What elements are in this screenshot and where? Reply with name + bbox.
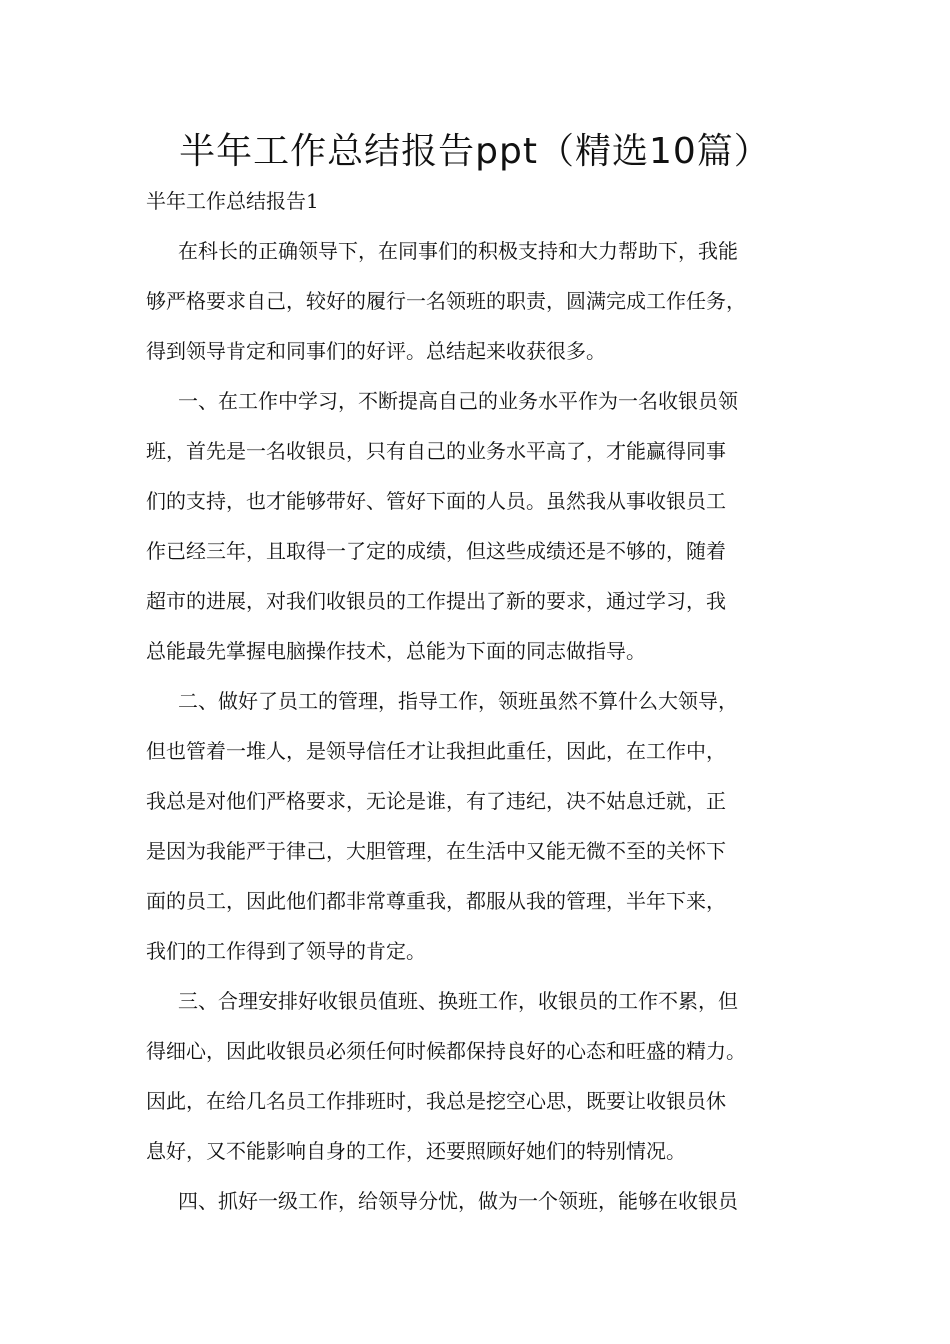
paragraph-line: 二、做好了员工的管理，指导工作，领班虽然不算什么大领导， <box>178 689 738 713</box>
paragraph-line: 一、在工作中学习，不断提高自己的业务水平作为一名收银员领 <box>178 389 738 413</box>
paragraph-line: 们的支持，也才能够带好、管好下面的人员。虽然我从事收银员工 <box>146 489 726 513</box>
paragraph-line: 四、抓好一级工作，给领导分忧，做为一个领班，能够在收银员 <box>178 1189 738 1213</box>
paragraph-line: 三、合理安排好收银员值班、换班工作，收银员的工作不累，但 <box>178 989 738 1013</box>
paragraph-line: 够严格要求自己，较好的履行一名领班的职责，圆满完成工作任务， <box>146 289 746 313</box>
document-title: 半年工作总结报告ppt（精选10篇） <box>179 131 771 172</box>
paragraph-line: 面的员工，因此他们都非常尊重我，都服从我的管理，半年下来， <box>146 889 726 913</box>
paragraph-line: 息好，又不能影响自身的工作，还要照顾好她们的特别情况。 <box>146 1139 686 1163</box>
paragraph-line: 因此，在给几名员工作排班时，我总是挖空心思，既要让收银员休 <box>146 1089 726 1113</box>
paragraph-line: 我总是对他们严格要求，无论是谁，有了违纪，决不姑息迁就，正 <box>146 789 726 813</box>
paragraph-line: 我们的工作得到了领导的肯定。 <box>146 939 426 963</box>
paragraph-line: 超市的进展，对我们收银员的工作提出了新的要求，通过学习，我 <box>146 589 726 613</box>
paragraph-line: 得细心，因此收银员必须任何时候都保持良好的心态和旺盛的精力。 <box>146 1039 746 1063</box>
paragraph-line: 是因为我能严于律己，大胆管理，在生活中又能无微不至的关怀下 <box>146 839 726 863</box>
section-heading: 半年工作总结报告1 <box>146 189 319 213</box>
paragraph-line: 得到领导肯定和同事们的好评。总结起来收获很多。 <box>146 339 606 363</box>
paragraph-line: 总能最先掌握电脑操作技术，总能为下面的同志做指导。 <box>146 639 646 663</box>
paragraph-line: 在科长的正确领导下，在同事们的积极支持和大力帮助下，我能 <box>178 239 738 263</box>
paragraph-line: 班，首先是一名收银员，只有自己的业务水平高了，才能赢得同事 <box>146 439 726 463</box>
paragraph-line: 作已经三年，且取得一了定的成绩，但这些成绩还是不够的，随着 <box>146 539 726 563</box>
paragraph-line: 但也管着一堆人，是领导信任才让我担此重任，因此，在工作中， <box>146 739 726 763</box>
